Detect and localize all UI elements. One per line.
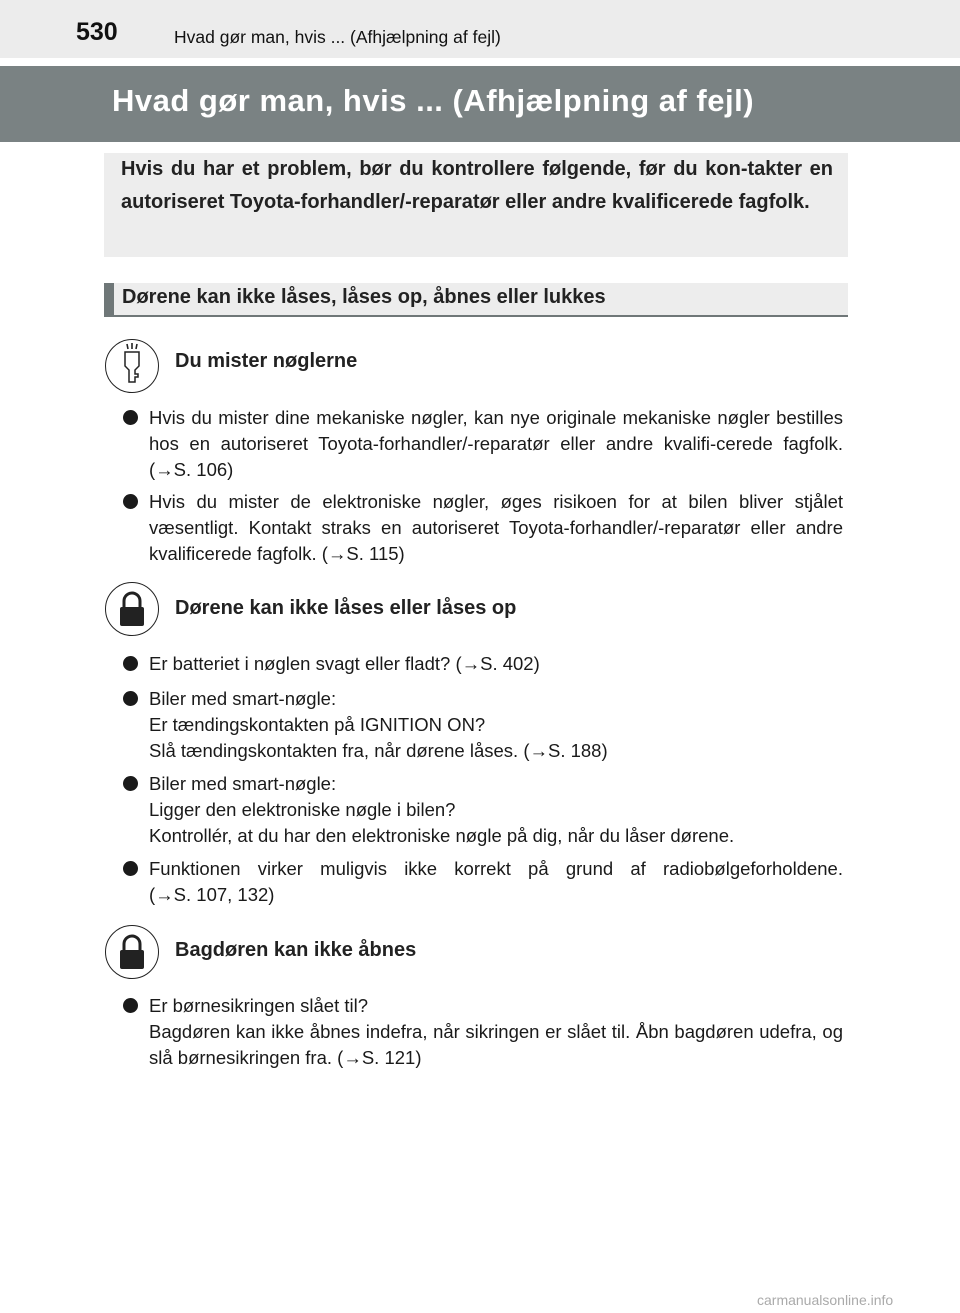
bullet-icon: [123, 410, 138, 425]
page-number: 530: [76, 18, 118, 46]
bullet-icon: [123, 776, 138, 791]
subsection-heading-rear-door: Bagdøren kan ikke åbnes: [175, 939, 417, 961]
bullet-icon: [123, 656, 138, 671]
subsection-heading-lost-keys: Du mister nøglerne: [175, 350, 358, 372]
subsection-heading-doors-lock: Dørene kan ikke låses eller låses op: [175, 597, 517, 619]
intro-text: Hvis du har et problem, bør du kontrollere følgende, før du kon-takter en autoriseret Toyota-forhandler/-reparatør eller andre kvalificerede fagfolk.: [121, 158, 833, 213]
key-icon: [105, 339, 159, 393]
padlock-icon: [105, 582, 159, 636]
watermark: carmanualsonline.info: [757, 1292, 894, 1308]
bullet-icon: [123, 494, 138, 509]
running-title: Hvad gør man, hvis ... (Afhjælpning af fejl): [174, 27, 501, 47]
bullet-icon: [123, 998, 138, 1013]
page-title: Hvad gør man, hvis ... (Afhjælpning af fejl): [112, 83, 755, 118]
padlock-icon: [105, 925, 159, 979]
section-heading: Dørene kan ikke låses, låses op, åbnes eller lukkes: [122, 286, 606, 308]
bullet-icon: [123, 861, 138, 876]
bullet-icon: [123, 691, 138, 706]
